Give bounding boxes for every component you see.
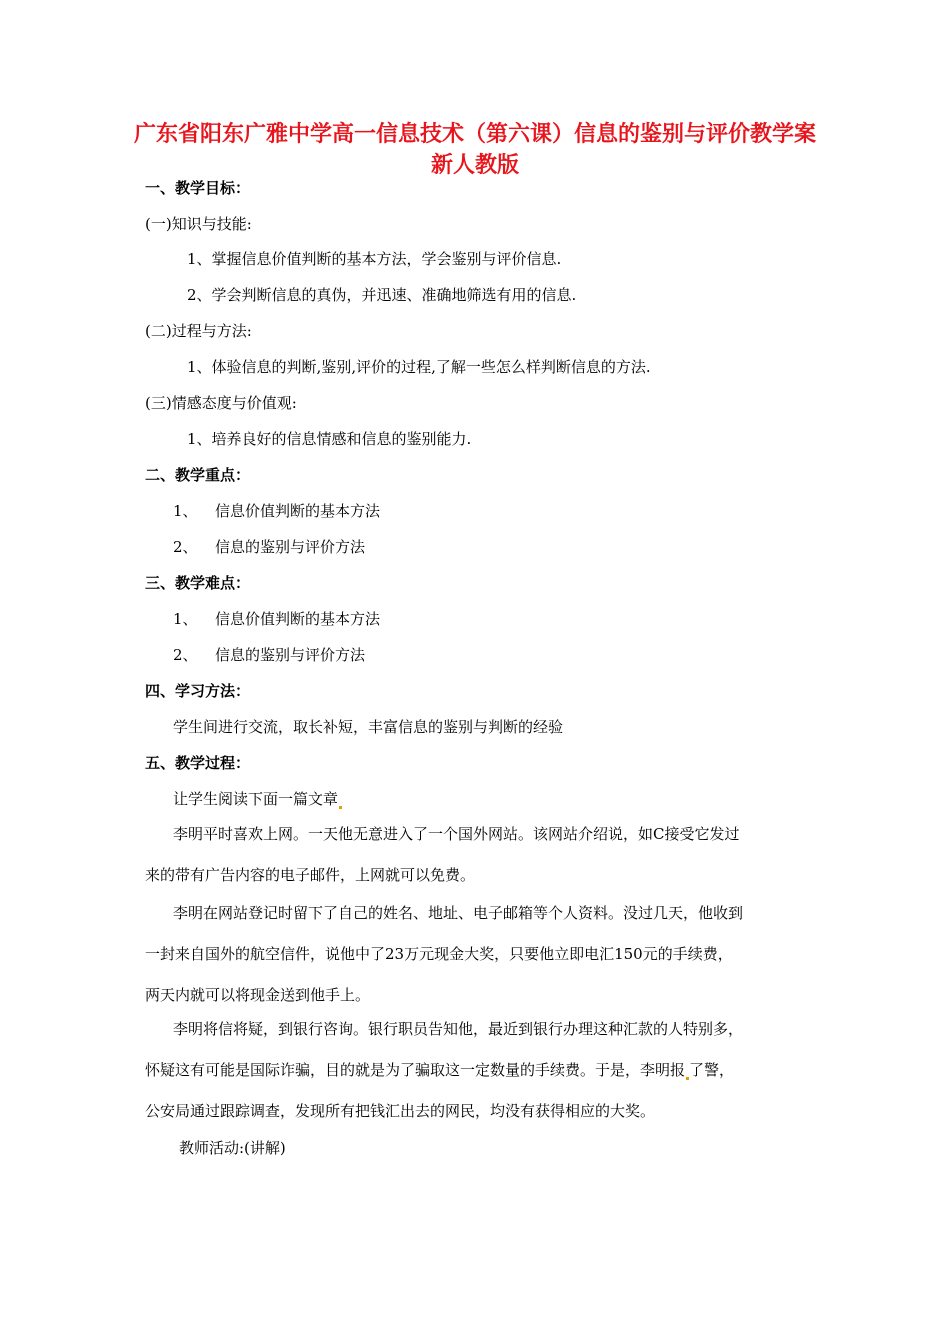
- list-item: 1、培养良好的信息情感和信息的鉴别能力.: [187, 430, 472, 448]
- list-text: 信息的鉴别与评价方法: [215, 646, 366, 664]
- story-paragraph-line: 公安局通过跟踪调查，发现所有把钱汇出去的网民，均没有获得相应的大奖。: [145, 1102, 656, 1120]
- heading-difficult-points: 三、教学难点：: [145, 574, 251, 592]
- story-paragraph-line: 李明在网站登记时留下了自己的姓名、地址、电子邮箱等个人资料。没过几天，他收到: [173, 904, 744, 922]
- list-item: [173, 609, 380, 629]
- heading-key-points: 二、教学重点：: [145, 466, 251, 484]
- list-item: 2、学会判断信息的真伪，并迅速、准确地筛选有用的信息.: [187, 286, 577, 304]
- story-paragraph-line: 李明将信将疑，到银行咨询。银行职员告知他，最近到银行办理这种汇款的人特别多，: [173, 1020, 744, 1038]
- subheading-knowledge-skills: (一)知识与技能:: [145, 215, 252, 233]
- list-number: 2、: [173, 538, 198, 556]
- list-item: [173, 501, 380, 521]
- reading-intro: [173, 789, 342, 809]
- learning-method-text: 学生间进行交流，取长补短，丰富信息的鉴别与判断的经验: [173, 718, 564, 736]
- subheading-process-method: (二)过程与方法:: [145, 322, 252, 340]
- list-text: 信息价值判断的基本方法: [215, 610, 381, 628]
- list-item: [173, 537, 365, 557]
- story-paragraph-line: 两天内就可以将现金送到他手上。: [145, 986, 371, 1004]
- heading-teaching-process: 五、教学过程：: [145, 754, 251, 772]
- story-text: 怀疑这有可能是国际诈骗，目的就是为了骗取这一定数量的手续费。于是，李明报: [145, 1061, 686, 1079]
- subheading-attitude-values: (三)情感态度与价值观:: [145, 394, 297, 412]
- heading-learning-method: 四、学习方法：: [145, 682, 251, 700]
- list-number: 1、: [173, 610, 198, 628]
- story-text: 了警，: [689, 1061, 735, 1079]
- list-number: 2、: [173, 646, 198, 664]
- list-text: 信息的鉴别与评价方法: [215, 538, 366, 556]
- story-paragraph-line: 来的带有广告内容的电子邮件，上网就可以免费。: [145, 866, 476, 884]
- list-item: 1、掌握信息价值判断的基本方法，学会鉴别与评价信息.: [187, 250, 562, 268]
- page-title: 广东省阳东广雅中学高一信息技术（第六课）信息的鉴别与评价教学案 新人教版: [133, 122, 816, 178]
- story-paragraph-line: [145, 1060, 734, 1080]
- heading-teaching-goals: 一、教学目标：: [145, 179, 251, 197]
- teacher-activity-label: 教师活动:(讲解): [179, 1139, 286, 1157]
- reading-intro-text: 让学生阅读下面一篇文章: [173, 790, 339, 808]
- list-text: 信息价值判断的基本方法: [215, 502, 381, 520]
- list-number: 1、: [173, 502, 198, 520]
- edit-mark-icon: [339, 806, 342, 809]
- story-paragraph-line: 一封来自国外的航空信件，说他中了23万元现金大奖，只要他立即电汇150元的手续费，: [145, 945, 733, 963]
- list-item: 1、体验信息的判断,鉴别,评价的过程,了解一些怎么样判断信息的方法.: [187, 358, 651, 376]
- list-item: [173, 645, 365, 665]
- story-paragraph-line: 李明平时喜欢上网。一天他无意进入了一个国外网站。该网站介绍说，如C接受它发过: [173, 825, 740, 843]
